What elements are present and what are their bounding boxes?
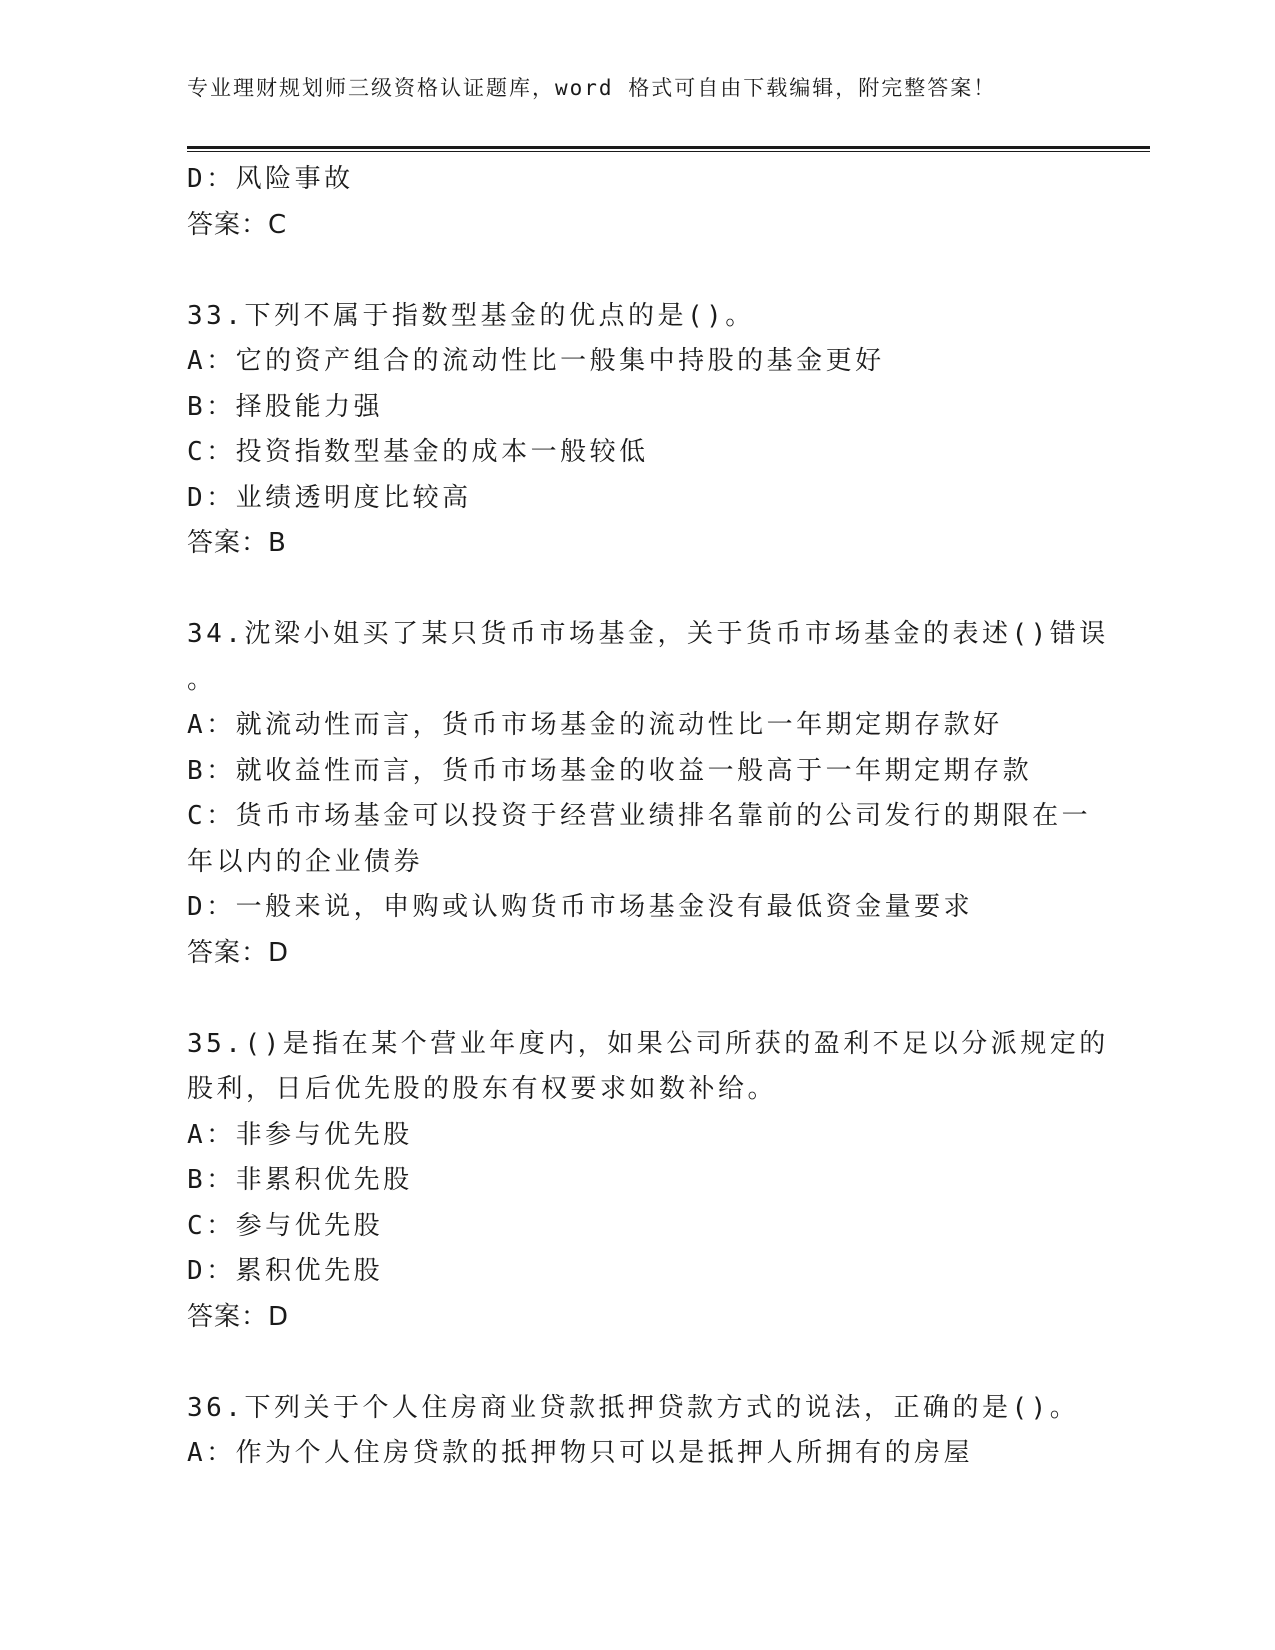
option-d: D：一般来说，申购或认购货币市场基金没有最低资金量要求 bbox=[187, 892, 974, 922]
option-b: B：择股能力强 bbox=[187, 391, 384, 422]
question-stem: 35.()是指在某个营业年度内，如果公司所获的盈利不足以分派规定的 bbox=[187, 1028, 1109, 1059]
question-block bbox=[187, 1022, 1109, 1341]
answer-line: 答案：D bbox=[187, 937, 290, 968]
option-a: A：它的资产组合的流动性比一般集中持股的基金更好 bbox=[187, 346, 885, 376]
option-a: A：就流动性而言，货币市场基金的流动性比一年期定期存款好 bbox=[187, 710, 1003, 740]
question-list bbox=[187, 157, 1109, 1477]
question-stem: 股利，日后优先股的股东有权要求如数补给。 bbox=[187, 1074, 778, 1104]
page-header: 专业理财规划师三级资格认证题库，word 格式可自由下载编辑，附完整答案！ bbox=[187, 76, 997, 100]
answer-line: 答案：B bbox=[187, 528, 287, 558]
option-c: 年以内的企业债券 bbox=[187, 846, 424, 877]
question-spacer bbox=[187, 1340, 1087, 1386]
question-stem: 33.下列不属于指数型基金的优点的是()。 bbox=[187, 300, 755, 331]
question-stem: 36.下列关于个人住房商业贷款抵押贷款方式的说法，正确的是()。 bbox=[187, 1392, 1080, 1423]
header-rule-thin bbox=[187, 151, 1150, 152]
question-stem: 34.沈梁小姐买了某只货币市场基金，关于货币市场基金的表述()错误 bbox=[187, 619, 1109, 649]
question-spacer bbox=[187, 976, 1087, 1022]
header-rule-thick bbox=[187, 146, 1150, 149]
option-d: D：累积优先股 bbox=[187, 1256, 384, 1286]
option-a: A：作为个人住房贷款的抵押物只可以是抵押人所拥有的房屋 bbox=[187, 1438, 974, 1468]
option-b: B：就收益性而言，货币市场基金的收益一般高于一年期定期存款 bbox=[187, 755, 1033, 786]
option-d: D：风险事故 bbox=[187, 164, 354, 194]
option-a: A：非参与优先股 bbox=[187, 1119, 413, 1150]
question-block bbox=[187, 1386, 1087, 1477]
question-block bbox=[187, 294, 1087, 567]
option-d: D：业绩透明度比较高 bbox=[187, 482, 472, 513]
question-spacer bbox=[187, 248, 1087, 294]
answer-line: 答案：C bbox=[187, 209, 288, 240]
question-block bbox=[187, 612, 1109, 976]
option-b: B：非累积优先股 bbox=[187, 1165, 413, 1195]
question-stem: 。 bbox=[187, 664, 217, 695]
option-c: C：参与优先股 bbox=[187, 1210, 384, 1241]
answer-line: 答案：D bbox=[187, 1301, 290, 1332]
question-spacer bbox=[187, 567, 1087, 613]
option-c: C：货币市场基金可以投资于经营业绩排名靠前的公司发行的期限在一 bbox=[187, 801, 1092, 831]
questions-container bbox=[187, 248, 1109, 1477]
option-c: C：投资指数型基金的成本一般较低 bbox=[187, 437, 649, 467]
